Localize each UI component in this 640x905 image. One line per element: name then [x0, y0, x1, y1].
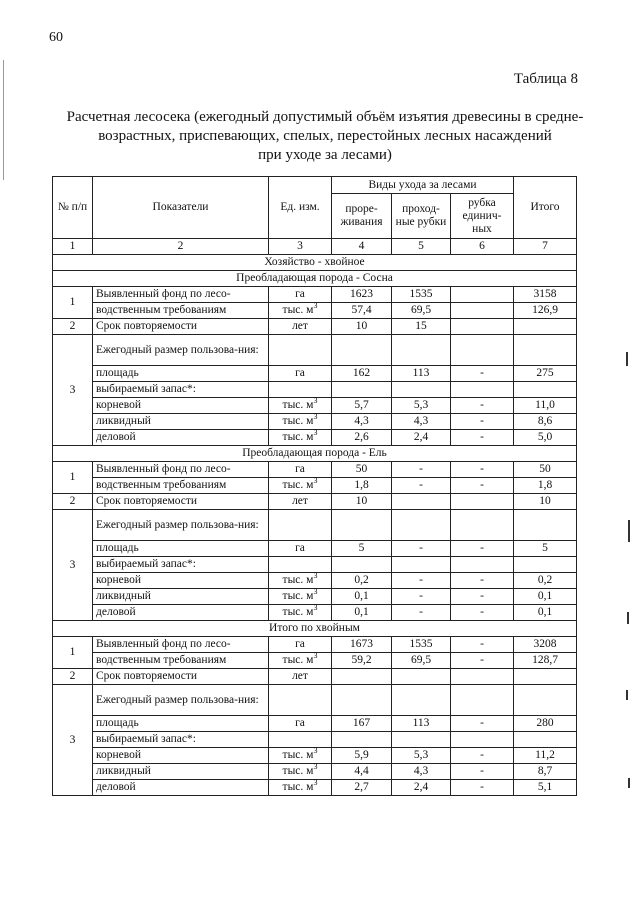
- label-root: корневой: [93, 748, 269, 764]
- unit-cell: га: [269, 637, 332, 653]
- row-number: 1: [53, 287, 93, 319]
- table-row: [53, 287, 577, 303]
- unit-text: тыс. м: [282, 415, 314, 427]
- empty-cell: [514, 685, 577, 716]
- label-period: Срок повторяемости: [93, 319, 269, 335]
- unit-cell: [269, 303, 332, 319]
- col-number: 6: [451, 239, 514, 255]
- unit-cell: лет: [269, 494, 332, 510]
- col-number: 1: [53, 239, 93, 255]
- empty-cell: [451, 382, 514, 398]
- value-cell: -: [451, 573, 514, 589]
- unit-sup: 3: [313, 762, 318, 772]
- value-cell: [451, 303, 514, 319]
- unit-sup: 3: [313, 476, 318, 486]
- empty-cell: [392, 732, 451, 748]
- value-cell: 126,9: [514, 303, 577, 319]
- empty-cell: [332, 685, 392, 716]
- scan-mark: [626, 690, 628, 700]
- empty-cell: [514, 510, 577, 541]
- col-number: 2: [93, 239, 269, 255]
- value-cell: [451, 494, 514, 510]
- unit-cell: [269, 589, 332, 605]
- empty-cell: [269, 685, 332, 716]
- value-cell: 0,1: [332, 589, 392, 605]
- unit-text: тыс. м: [282, 399, 314, 411]
- scan-mark: [628, 520, 630, 542]
- empty-cell: [514, 557, 577, 573]
- table-row: [53, 319, 577, 335]
- value-cell: 57,4: [332, 303, 392, 319]
- empty-cell: [392, 685, 451, 716]
- value-cell: 5,3: [392, 398, 451, 414]
- table-row: [53, 780, 577, 796]
- value-cell: 3158: [514, 287, 577, 303]
- unit-text: тыс. м: [282, 574, 314, 586]
- value-cell: 1535: [392, 287, 451, 303]
- value-cell: 0,2: [514, 573, 577, 589]
- value-cell: -: [451, 764, 514, 780]
- value-cell: 59,2: [332, 653, 392, 669]
- empty-cell: [332, 382, 392, 398]
- value-cell: 15: [392, 319, 451, 335]
- scan-mark: [3, 60, 4, 180]
- label-stock: выбираемый запас*:: [93, 732, 269, 748]
- label-period: Срок повторяемости: [93, 494, 269, 510]
- unit-sup: 3: [313, 571, 318, 581]
- value-cell: [451, 669, 514, 685]
- row-number: 2: [53, 319, 93, 335]
- value-cell: 5,7: [332, 398, 392, 414]
- unit-cell: [269, 748, 332, 764]
- unit-sup: 3: [313, 428, 318, 438]
- unit-sup: 3: [313, 651, 318, 661]
- value-cell: 1673: [332, 637, 392, 653]
- label-area: площадь: [93, 541, 269, 557]
- table-row: [53, 716, 577, 732]
- table-row: [53, 366, 577, 382]
- row-number: 3: [53, 510, 93, 621]
- label-annual-size: Ежегодный размер пользова-ния:: [93, 335, 269, 366]
- value-cell: 4,3: [392, 764, 451, 780]
- empty-cell: [269, 510, 332, 541]
- scan-mark: [626, 352, 628, 366]
- unit-text: тыс. м: [282, 479, 314, 491]
- unit-cell: га: [269, 716, 332, 732]
- label-fund-2: водственным требованиям: [93, 478, 269, 494]
- value-cell: 1623: [332, 287, 392, 303]
- value-cell: 2,7: [332, 780, 392, 796]
- value-cell: 69,5: [392, 653, 451, 669]
- value-cell: -: [451, 637, 514, 653]
- table-row: [53, 589, 577, 605]
- table-row: [53, 557, 577, 573]
- header-num: № п/п: [53, 177, 93, 239]
- row-number: 3: [53, 335, 93, 446]
- label-area: площадь: [93, 366, 269, 382]
- table-row: [53, 541, 577, 557]
- empty-cell: [451, 685, 514, 716]
- unit-cell: га: [269, 462, 332, 478]
- table-row: [53, 414, 577, 430]
- unit-text: тыс. м: [282, 431, 314, 443]
- empty-cell: [392, 510, 451, 541]
- value-cell: 5,0: [514, 430, 577, 446]
- empty-cell: [451, 732, 514, 748]
- header-type-single: рубка единич-ных: [451, 194, 514, 239]
- table-row: [53, 478, 577, 494]
- unit-cell: лет: [269, 319, 332, 335]
- value-cell: 1535: [392, 637, 451, 653]
- value-cell: -: [451, 398, 514, 414]
- label-fund-1: Выявленный фонд по лесо-: [93, 462, 269, 478]
- page-number: 60: [49, 30, 63, 45]
- header-row-1: [53, 177, 577, 194]
- value-cell: 0,1: [514, 605, 577, 621]
- value-cell: [392, 669, 451, 685]
- value-cell: 167: [332, 716, 392, 732]
- label-liquid: ликвидный: [93, 414, 269, 430]
- value-cell: -: [392, 573, 451, 589]
- table-row: [53, 748, 577, 764]
- value-cell: 162: [332, 366, 392, 382]
- empty-cell: [332, 335, 392, 366]
- value-cell: 5,9: [332, 748, 392, 764]
- empty-cell: [451, 335, 514, 366]
- value-cell: 4,4: [332, 764, 392, 780]
- label-area: площадь: [93, 716, 269, 732]
- table-row: [53, 669, 577, 685]
- value-cell: -: [451, 430, 514, 446]
- empty-cell: [332, 510, 392, 541]
- row-number: 3: [53, 685, 93, 796]
- empty-cell: [392, 335, 451, 366]
- value-cell: -: [451, 541, 514, 557]
- subsection-pine: Преобладающая порода - Сосна: [53, 271, 577, 287]
- value-cell: [514, 319, 577, 335]
- row-number: 2: [53, 494, 93, 510]
- value-cell: -: [392, 478, 451, 494]
- value-cell: 5,1: [514, 780, 577, 796]
- value-cell: -: [392, 605, 451, 621]
- table-row: [53, 382, 577, 398]
- value-cell: 1,8: [514, 478, 577, 494]
- header-total: Итого: [514, 177, 577, 239]
- unit-sup: 3: [313, 301, 318, 311]
- section-total-row: [53, 621, 577, 637]
- table-row: [53, 430, 577, 446]
- table-title: [40, 108, 610, 165]
- unit-text: тыс. м: [282, 590, 314, 602]
- unit-cell: [269, 653, 332, 669]
- unit-cell: [269, 605, 332, 621]
- empty-cell: [451, 557, 514, 573]
- header-unit: Ед. изм.: [269, 177, 332, 239]
- unit-sup: 3: [313, 412, 318, 422]
- table-label: Таблица 8: [513, 71, 578, 87]
- subsection-spruce: Преобладающая порода - Ель: [53, 446, 577, 462]
- value-cell: 10: [332, 494, 392, 510]
- value-cell: -: [451, 478, 514, 494]
- value-cell: -: [451, 748, 514, 764]
- value-cell: [332, 669, 392, 685]
- empty-cell: [332, 732, 392, 748]
- table-title-line3: при уходе за лесами): [258, 147, 392, 163]
- value-cell: [392, 494, 451, 510]
- table-row: [53, 303, 577, 319]
- label-fund-1: Выявленный фонд по лесо-: [93, 287, 269, 303]
- value-cell: -: [392, 541, 451, 557]
- table-title-line1: Расчетная лесосека (ежегодный допустимый объём изъятия древесины в средне-: [66, 109, 584, 125]
- unit-cell: лет: [269, 669, 332, 685]
- empty-cell: [269, 335, 332, 366]
- header-type-passage: проход-ные рубки: [392, 194, 451, 239]
- unit-cell: [269, 780, 332, 796]
- value-cell: -: [392, 462, 451, 478]
- table-row: [53, 462, 577, 478]
- label-liquid: ликвидный: [93, 764, 269, 780]
- value-cell: 2,4: [392, 780, 451, 796]
- value-cell: 0,1: [332, 605, 392, 621]
- value-cell: 50: [332, 462, 392, 478]
- value-cell: 113: [392, 366, 451, 382]
- unit-text: тыс. м: [282, 606, 314, 618]
- value-cell: 2,4: [392, 430, 451, 446]
- empty-cell: [514, 382, 577, 398]
- value-cell: -: [451, 414, 514, 430]
- value-cell: 5,3: [392, 748, 451, 764]
- table-row: [53, 573, 577, 589]
- label-root: корневой: [93, 573, 269, 589]
- value-cell: -: [451, 716, 514, 732]
- unit-cell: га: [269, 287, 332, 303]
- col-number: 7: [514, 239, 577, 255]
- label-fund-2: водственным требованиям: [93, 303, 269, 319]
- value-cell: 3208: [514, 637, 577, 653]
- unit-cell: га: [269, 366, 332, 382]
- scan-mark: [628, 778, 630, 788]
- value-cell: -: [451, 462, 514, 478]
- value-cell: 5: [332, 541, 392, 557]
- label-fund-1: Выявленный фонд по лесо-: [93, 637, 269, 653]
- row-number: 1: [53, 462, 93, 494]
- value-cell: 0,1: [514, 589, 577, 605]
- section-farm-row: [53, 255, 577, 271]
- unit-text: тыс. м: [282, 781, 314, 793]
- unit-cell: [269, 398, 332, 414]
- value-cell: -: [392, 589, 451, 605]
- label-fund-2: водственным требованиям: [93, 653, 269, 669]
- table-title-line2: возрастных, приспевающих, спелых, перестойных лесных насаждений: [98, 128, 552, 144]
- empty-cell: [332, 557, 392, 573]
- table-row: [53, 685, 577, 716]
- label-stock: выбираемый запас*:: [93, 557, 269, 573]
- unit-text: тыс. м: [282, 654, 314, 666]
- unit-sup: 3: [313, 396, 318, 406]
- column-numbers-row: [53, 239, 577, 255]
- empty-cell: [451, 510, 514, 541]
- value-cell: 1,8: [332, 478, 392, 494]
- value-cell: 4,3: [392, 414, 451, 430]
- value-cell: 8,7: [514, 764, 577, 780]
- unit-sup: 3: [313, 746, 318, 756]
- unit-text: тыс. м: [282, 765, 314, 777]
- value-cell: -: [451, 780, 514, 796]
- value-cell: 11,0: [514, 398, 577, 414]
- unit-text: тыс. м: [282, 749, 314, 761]
- table-row: [53, 398, 577, 414]
- table-row: [53, 335, 577, 366]
- subsection-pine-row: [53, 271, 577, 287]
- value-cell: 0,2: [332, 573, 392, 589]
- unit-cell: [269, 430, 332, 446]
- table-row: [53, 653, 577, 669]
- unit-cell: [269, 414, 332, 430]
- unit-sup: 3: [313, 778, 318, 788]
- value-cell: [451, 319, 514, 335]
- unit-cell: [269, 478, 332, 494]
- unit-cell: [269, 764, 332, 780]
- empty-cell: [514, 335, 577, 366]
- unit-text: тыс. м: [282, 304, 314, 316]
- empty-cell: [392, 382, 451, 398]
- value-cell: 5: [514, 541, 577, 557]
- label-root: корневой: [93, 398, 269, 414]
- label-period: Срок повторяемости: [93, 669, 269, 685]
- value-cell: 275: [514, 366, 577, 382]
- col-number: 5: [392, 239, 451, 255]
- table-row: [53, 732, 577, 748]
- value-cell: 280: [514, 716, 577, 732]
- label-business: деловой: [93, 605, 269, 621]
- col-number: 4: [332, 239, 392, 255]
- value-cell: -: [451, 653, 514, 669]
- scan-mark: [627, 612, 629, 624]
- value-cell: 128,7: [514, 653, 577, 669]
- unit-cell: [269, 573, 332, 589]
- unit-sup: 3: [313, 587, 318, 597]
- table-row: [53, 510, 577, 541]
- table-row: [53, 605, 577, 621]
- forest-cut-table: [52, 176, 577, 796]
- unit-cell: га: [269, 541, 332, 557]
- label-annual-size: Ежегодный размер пользова-ния:: [93, 510, 269, 541]
- value-cell: -: [451, 589, 514, 605]
- value-cell: 50: [514, 462, 577, 478]
- section-farm: Хозяйство - хвойное: [53, 255, 577, 271]
- value-cell: 4,3: [332, 414, 392, 430]
- subsection-spruce-row: [53, 446, 577, 462]
- value-cell: [451, 287, 514, 303]
- label-liquid: ликвидный: [93, 589, 269, 605]
- row-number: 1: [53, 637, 93, 669]
- empty-cell: [269, 382, 332, 398]
- table-row: [53, 764, 577, 780]
- empty-cell: [269, 732, 332, 748]
- value-cell: 2,6: [332, 430, 392, 446]
- label-stock: выбираемый запас*:: [93, 382, 269, 398]
- value-cell: 10: [514, 494, 577, 510]
- value-cell: 8,6: [514, 414, 577, 430]
- table-row: [53, 637, 577, 653]
- value-cell: 69,5: [392, 303, 451, 319]
- value-cell: 113: [392, 716, 451, 732]
- empty-cell: [392, 557, 451, 573]
- unit-sup: 3: [313, 603, 318, 613]
- value-cell: -: [451, 366, 514, 382]
- row-number: 2: [53, 669, 93, 685]
- empty-cell: [269, 557, 332, 573]
- value-cell: 11,2: [514, 748, 577, 764]
- value-cell: [514, 669, 577, 685]
- col-number: 3: [269, 239, 332, 255]
- empty-cell: [514, 732, 577, 748]
- value-cell: 10: [332, 319, 392, 335]
- label-business: деловой: [93, 430, 269, 446]
- table-row: [53, 494, 577, 510]
- label-business: деловой: [93, 780, 269, 796]
- header-care-types: Виды ухода за лесами: [332, 177, 514, 194]
- value-cell: -: [451, 605, 514, 621]
- section-conifer-total: Итого по хвойным: [53, 621, 577, 637]
- header-type-thinning: проре-живания: [332, 194, 392, 239]
- header-indicators: Показатели: [93, 177, 269, 239]
- label-annual-size: Ежегодный размер пользова-ния:: [93, 685, 269, 716]
